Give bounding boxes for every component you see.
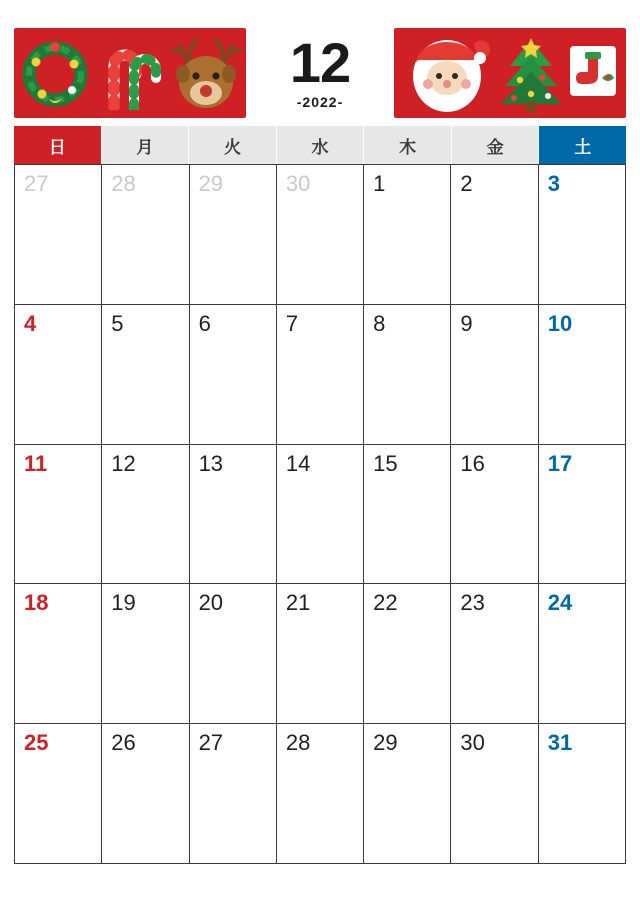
day-cell[interactable] [277, 165, 364, 305]
day-cell[interactable] [15, 584, 102, 724]
christmas-tree-icon [498, 38, 564, 112]
calendar-grid [14, 164, 626, 864]
year-label: -2022- [296, 93, 344, 110]
day-cell[interactable] [451, 584, 538, 724]
day-cell[interactable] [15, 305, 102, 445]
day-cell[interactable] [539, 724, 626, 864]
day-number: 21 [285, 590, 311, 616]
day-number: 6 [198, 310, 211, 336]
day-cell[interactable] [277, 305, 364, 445]
header-title-block [246, 28, 394, 118]
day-number: 25 [24, 730, 49, 756]
day-cell[interactable] [451, 724, 538, 864]
day-cell[interactable] [364, 724, 451, 864]
day-cell[interactable] [364, 305, 451, 445]
day-cell[interactable] [539, 165, 626, 305]
day-number: 30 [460, 730, 485, 756]
weekday-header-sat: 土 [539, 126, 626, 164]
day-number: 22 [373, 590, 398, 616]
weekday-header-fri: 金 [452, 126, 540, 164]
calendar-header [14, 28, 626, 118]
header-art-right [394, 28, 626, 118]
weekday-header-tue: 火 [189, 126, 277, 164]
day-cell[interactable] [451, 445, 538, 585]
day-number: 28 [285, 730, 311, 756]
day-number: 23 [460, 590, 485, 616]
day-number: 27 [24, 171, 49, 196]
day-cell[interactable] [539, 584, 626, 724]
day-cell[interactable] [15, 165, 102, 305]
day-number: 31 [547, 730, 573, 756]
day-cell[interactable] [277, 724, 364, 864]
day-number: 29 [198, 171, 224, 196]
candy-cane-icon [100, 40, 162, 110]
weekday-header-row [14, 126, 626, 164]
day-number: 27 [198, 730, 224, 756]
day-number: 18 [24, 590, 49, 616]
day-number: 4 [24, 310, 37, 336]
day-cell[interactable] [539, 445, 626, 585]
day-cell[interactable] [364, 445, 451, 585]
day-number: 30 [285, 171, 311, 196]
day-number: 2 [460, 171, 473, 196]
weekday-header-wed: 水 [277, 126, 365, 164]
header-art-left [14, 28, 246, 118]
weekday-header-mon: 月 [102, 126, 190, 164]
day-cell[interactable] [190, 584, 277, 724]
day-cell[interactable] [190, 724, 277, 864]
weekday-header-thu: 木 [364, 126, 452, 164]
day-cell[interactable] [190, 165, 277, 305]
day-cell[interactable] [15, 445, 102, 585]
day-cell[interactable] [102, 584, 189, 724]
day-cell[interactable] [539, 305, 626, 445]
day-cell[interactable] [190, 305, 277, 445]
month-number: 12 [289, 31, 351, 95]
day-number: 19 [111, 590, 136, 616]
santa-claus-icon [404, 34, 490, 114]
day-cell[interactable] [451, 305, 538, 445]
day-cell[interactable] [190, 445, 277, 585]
day-number: 1 [373, 171, 386, 196]
reindeer-icon [170, 36, 244, 114]
weekday-header-sun: 日 [14, 126, 102, 164]
day-number: 3 [547, 171, 560, 196]
day-number: 20 [198, 590, 224, 616]
day-number: 28 [111, 171, 136, 196]
day-cell[interactable] [15, 724, 102, 864]
day-cell[interactable] [102, 724, 189, 864]
day-cell[interactable] [277, 584, 364, 724]
day-number: 14 [285, 450, 311, 476]
day-number: 12 [111, 450, 136, 476]
day-number: 13 [198, 450, 224, 476]
day-number: 11 [24, 450, 48, 476]
day-number: 17 [547, 450, 573, 476]
day-cell[interactable] [102, 445, 189, 585]
day-number: 5 [111, 310, 124, 336]
day-cell[interactable] [277, 445, 364, 585]
christmas-stocking-icon [568, 42, 618, 104]
day-number: 7 [285, 310, 299, 336]
day-cell[interactable] [451, 165, 538, 305]
day-number: 8 [373, 310, 386, 336]
day-number: 29 [373, 730, 398, 756]
day-cell[interactable] [364, 584, 451, 724]
day-number: 9 [460, 310, 473, 336]
day-number: 26 [111, 730, 136, 756]
day-number: 24 [547, 590, 573, 616]
christmas-wreath-icon [18, 38, 92, 110]
day-number: 15 [373, 450, 398, 476]
day-cell[interactable] [102, 305, 189, 445]
day-number: 16 [460, 450, 485, 476]
day-cell[interactable] [364, 165, 451, 305]
day-cell[interactable] [102, 165, 189, 305]
day-number: 10 [547, 310, 573, 336]
